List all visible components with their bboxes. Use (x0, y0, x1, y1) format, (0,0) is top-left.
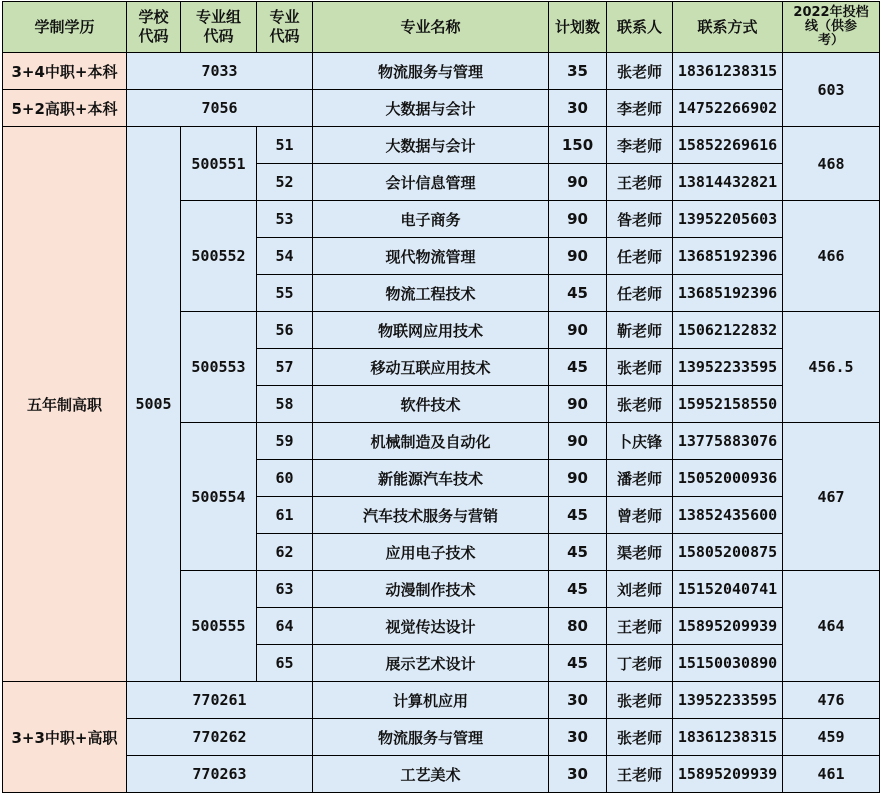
table-row (3, 719, 880, 756)
major-name-cell: 汽车技术服务与营销 (313, 497, 549, 534)
plan-cell: 30 (549, 682, 607, 719)
major-code-cell: 56 (257, 312, 313, 349)
major-name-cell: 视觉传达设计 (313, 608, 549, 645)
enrollment-table (2, 1, 880, 793)
contact-cell: 任老师 (607, 238, 673, 275)
major-code-cell: 51 (257, 127, 313, 164)
major-code-cell: 57 (257, 349, 313, 386)
contact-cell: 王老师 (607, 608, 673, 645)
table-row (3, 90, 880, 127)
plan-cell: 45 (549, 645, 607, 682)
phone-cell: 18361238315 (673, 719, 783, 756)
plan-cell: 30 (549, 756, 607, 793)
contact-cell: 王老师 (607, 164, 673, 201)
group-code-cell: 500552 (181, 201, 257, 312)
major-code-cell: 55 (257, 275, 313, 312)
group-code-cell: 500554 (181, 423, 257, 571)
plan-cell: 90 (549, 386, 607, 423)
phone-cell: 13952233595 (673, 682, 783, 719)
table-row (3, 682, 880, 719)
group-code-cell: 500551 (181, 127, 257, 201)
plan-cell: 30 (549, 90, 607, 127)
level-cell: 5+2高职+本科 (3, 90, 127, 127)
header-major-code: 专业 代码 (257, 2, 313, 53)
contact-cell: 刘老师 (607, 571, 673, 608)
plan-cell: 45 (549, 349, 607, 386)
contact-cell: 李老师 (607, 90, 673, 127)
score-cell: 603 (783, 53, 880, 127)
score-cell: 467 (783, 423, 880, 571)
major-name-cell: 电子商务 (313, 201, 549, 238)
phone-cell: 15952158550 (673, 386, 783, 423)
plan-cell: 90 (549, 164, 607, 201)
major-name-cell: 大数据与会计 (313, 127, 549, 164)
header-group-code: 专业组 代码 (181, 2, 257, 53)
major-name-cell: 物流服务与管理 (313, 719, 549, 756)
table-row (3, 53, 880, 90)
program-code-cell: 770262 (127, 719, 313, 756)
major-code-cell: 60 (257, 460, 313, 497)
score-cell: 461 (783, 756, 880, 793)
contact-cell: 张老师 (607, 719, 673, 756)
header-row (3, 2, 880, 53)
phone-cell: 15052000936 (673, 460, 783, 497)
major-name-cell: 新能源汽车技术 (313, 460, 549, 497)
major-code-cell: 59 (257, 423, 313, 460)
major-code-cell: 58 (257, 386, 313, 423)
major-code-cell: 65 (257, 645, 313, 682)
phone-cell: 15852269616 (673, 127, 783, 164)
score-cell: 466 (783, 201, 880, 312)
contact-cell: 潘老师 (607, 460, 673, 497)
plan-cell: 90 (549, 460, 607, 497)
major-name-cell: 物联网应用技术 (313, 312, 549, 349)
major-code-cell: 54 (257, 238, 313, 275)
major-name-cell: 现代物流管理 (313, 238, 549, 275)
contact-cell: 任老师 (607, 275, 673, 312)
plan-cell: 90 (549, 201, 607, 238)
plan-cell: 30 (549, 719, 607, 756)
plan-cell: 90 (549, 423, 607, 460)
major-name-cell: 会计信息管理 (313, 164, 549, 201)
header-school-code: 学校 代码 (127, 2, 181, 53)
contact-cell: 曾老师 (607, 497, 673, 534)
major-code-cell: 63 (257, 571, 313, 608)
phone-cell: 15895209939 (673, 756, 783, 793)
header-phone: 联系方式 (673, 2, 783, 53)
major-name-cell: 物流服务与管理 (313, 53, 549, 90)
group-code-cell: 500553 (181, 312, 257, 423)
score-cell: 456.5 (783, 312, 880, 423)
phone-cell: 13814432821 (673, 164, 783, 201)
contact-cell: 王老师 (607, 756, 673, 793)
table-row (3, 756, 880, 793)
header-score: 2022年投档 线（供参 考） (783, 2, 880, 53)
phone-cell: 15150030890 (673, 645, 783, 682)
phone-cell: 15152040741 (673, 571, 783, 608)
header-level: 学制学历 (3, 2, 127, 53)
level-cell: 3+4中职+本科 (3, 53, 127, 90)
phone-cell: 13685192396 (673, 275, 783, 312)
major-code-cell: 62 (257, 534, 313, 571)
program-code-cell: 770261 (127, 682, 313, 719)
score-cell: 464 (783, 571, 880, 682)
contact-cell: 李老师 (607, 127, 673, 164)
major-name-cell: 软件技术 (313, 386, 549, 423)
contact-cell: 张老师 (607, 386, 673, 423)
major-code-cell: 64 (257, 608, 313, 645)
phone-cell: 13775883076 (673, 423, 783, 460)
score-cell: 459 (783, 719, 880, 756)
program-code-cell: 7033 (127, 53, 313, 90)
contact-cell: 张老师 (607, 53, 673, 90)
phone-cell: 13852435600 (673, 497, 783, 534)
contact-cell: 张老师 (607, 682, 673, 719)
phone-cell: 15895209939 (673, 608, 783, 645)
phone-cell: 15805200875 (673, 534, 783, 571)
major-name-cell: 动漫制作技术 (313, 571, 549, 608)
plan-cell: 90 (549, 238, 607, 275)
major-name-cell: 物流工程技术 (313, 275, 549, 312)
header-plan: 计划数 (549, 2, 607, 53)
table-row (3, 127, 880, 164)
major-code-cell: 53 (257, 201, 313, 238)
contact-cell: 昝老师 (607, 201, 673, 238)
header-major-name: 专业名称 (313, 2, 549, 53)
plan-cell: 150 (549, 127, 607, 164)
major-name-cell: 展示艺术设计 (313, 645, 549, 682)
school-code-cell: 5005 (127, 127, 181, 682)
contact-cell: 卜庆锋 (607, 423, 673, 460)
plan-cell: 90 (549, 312, 607, 349)
plan-cell: 45 (549, 571, 607, 608)
level-cell: 五年制高职 (3, 127, 127, 682)
contact-cell: 渠老师 (607, 534, 673, 571)
score-cell: 468 (783, 127, 880, 201)
plan-cell: 45 (549, 497, 607, 534)
group-code-cell: 500555 (181, 571, 257, 682)
major-name-cell: 移动互联应用技术 (313, 349, 549, 386)
major-code-cell: 52 (257, 164, 313, 201)
plan-cell: 45 (549, 275, 607, 312)
major-name-cell: 应用电子技术 (313, 534, 549, 571)
phone-cell: 18361238315 (673, 53, 783, 90)
phone-cell: 15062122832 (673, 312, 783, 349)
program-code-cell: 7056 (127, 90, 313, 127)
contact-cell: 丁老师 (607, 645, 673, 682)
program-code-cell: 770263 (127, 756, 313, 793)
phone-cell: 13952205603 (673, 201, 783, 238)
score-cell: 476 (783, 682, 880, 719)
plan-cell: 35 (549, 53, 607, 90)
contact-cell: 张老师 (607, 349, 673, 386)
major-code-cell: 61 (257, 497, 313, 534)
level-cell: 3+3中职+高职 (3, 682, 127, 793)
plan-cell: 80 (549, 608, 607, 645)
phone-cell: 14752266902 (673, 90, 783, 127)
contact-cell: 靳老师 (607, 312, 673, 349)
plan-cell: 45 (549, 534, 607, 571)
major-name-cell: 计算机应用 (313, 682, 549, 719)
major-name-cell: 工艺美术 (313, 756, 549, 793)
major-name-cell: 机械制造及自动化 (313, 423, 549, 460)
header-contact: 联系人 (607, 2, 673, 53)
phone-cell: 13952233595 (673, 349, 783, 386)
major-name-cell: 大数据与会计 (313, 90, 549, 127)
phone-cell: 13685192396 (673, 238, 783, 275)
